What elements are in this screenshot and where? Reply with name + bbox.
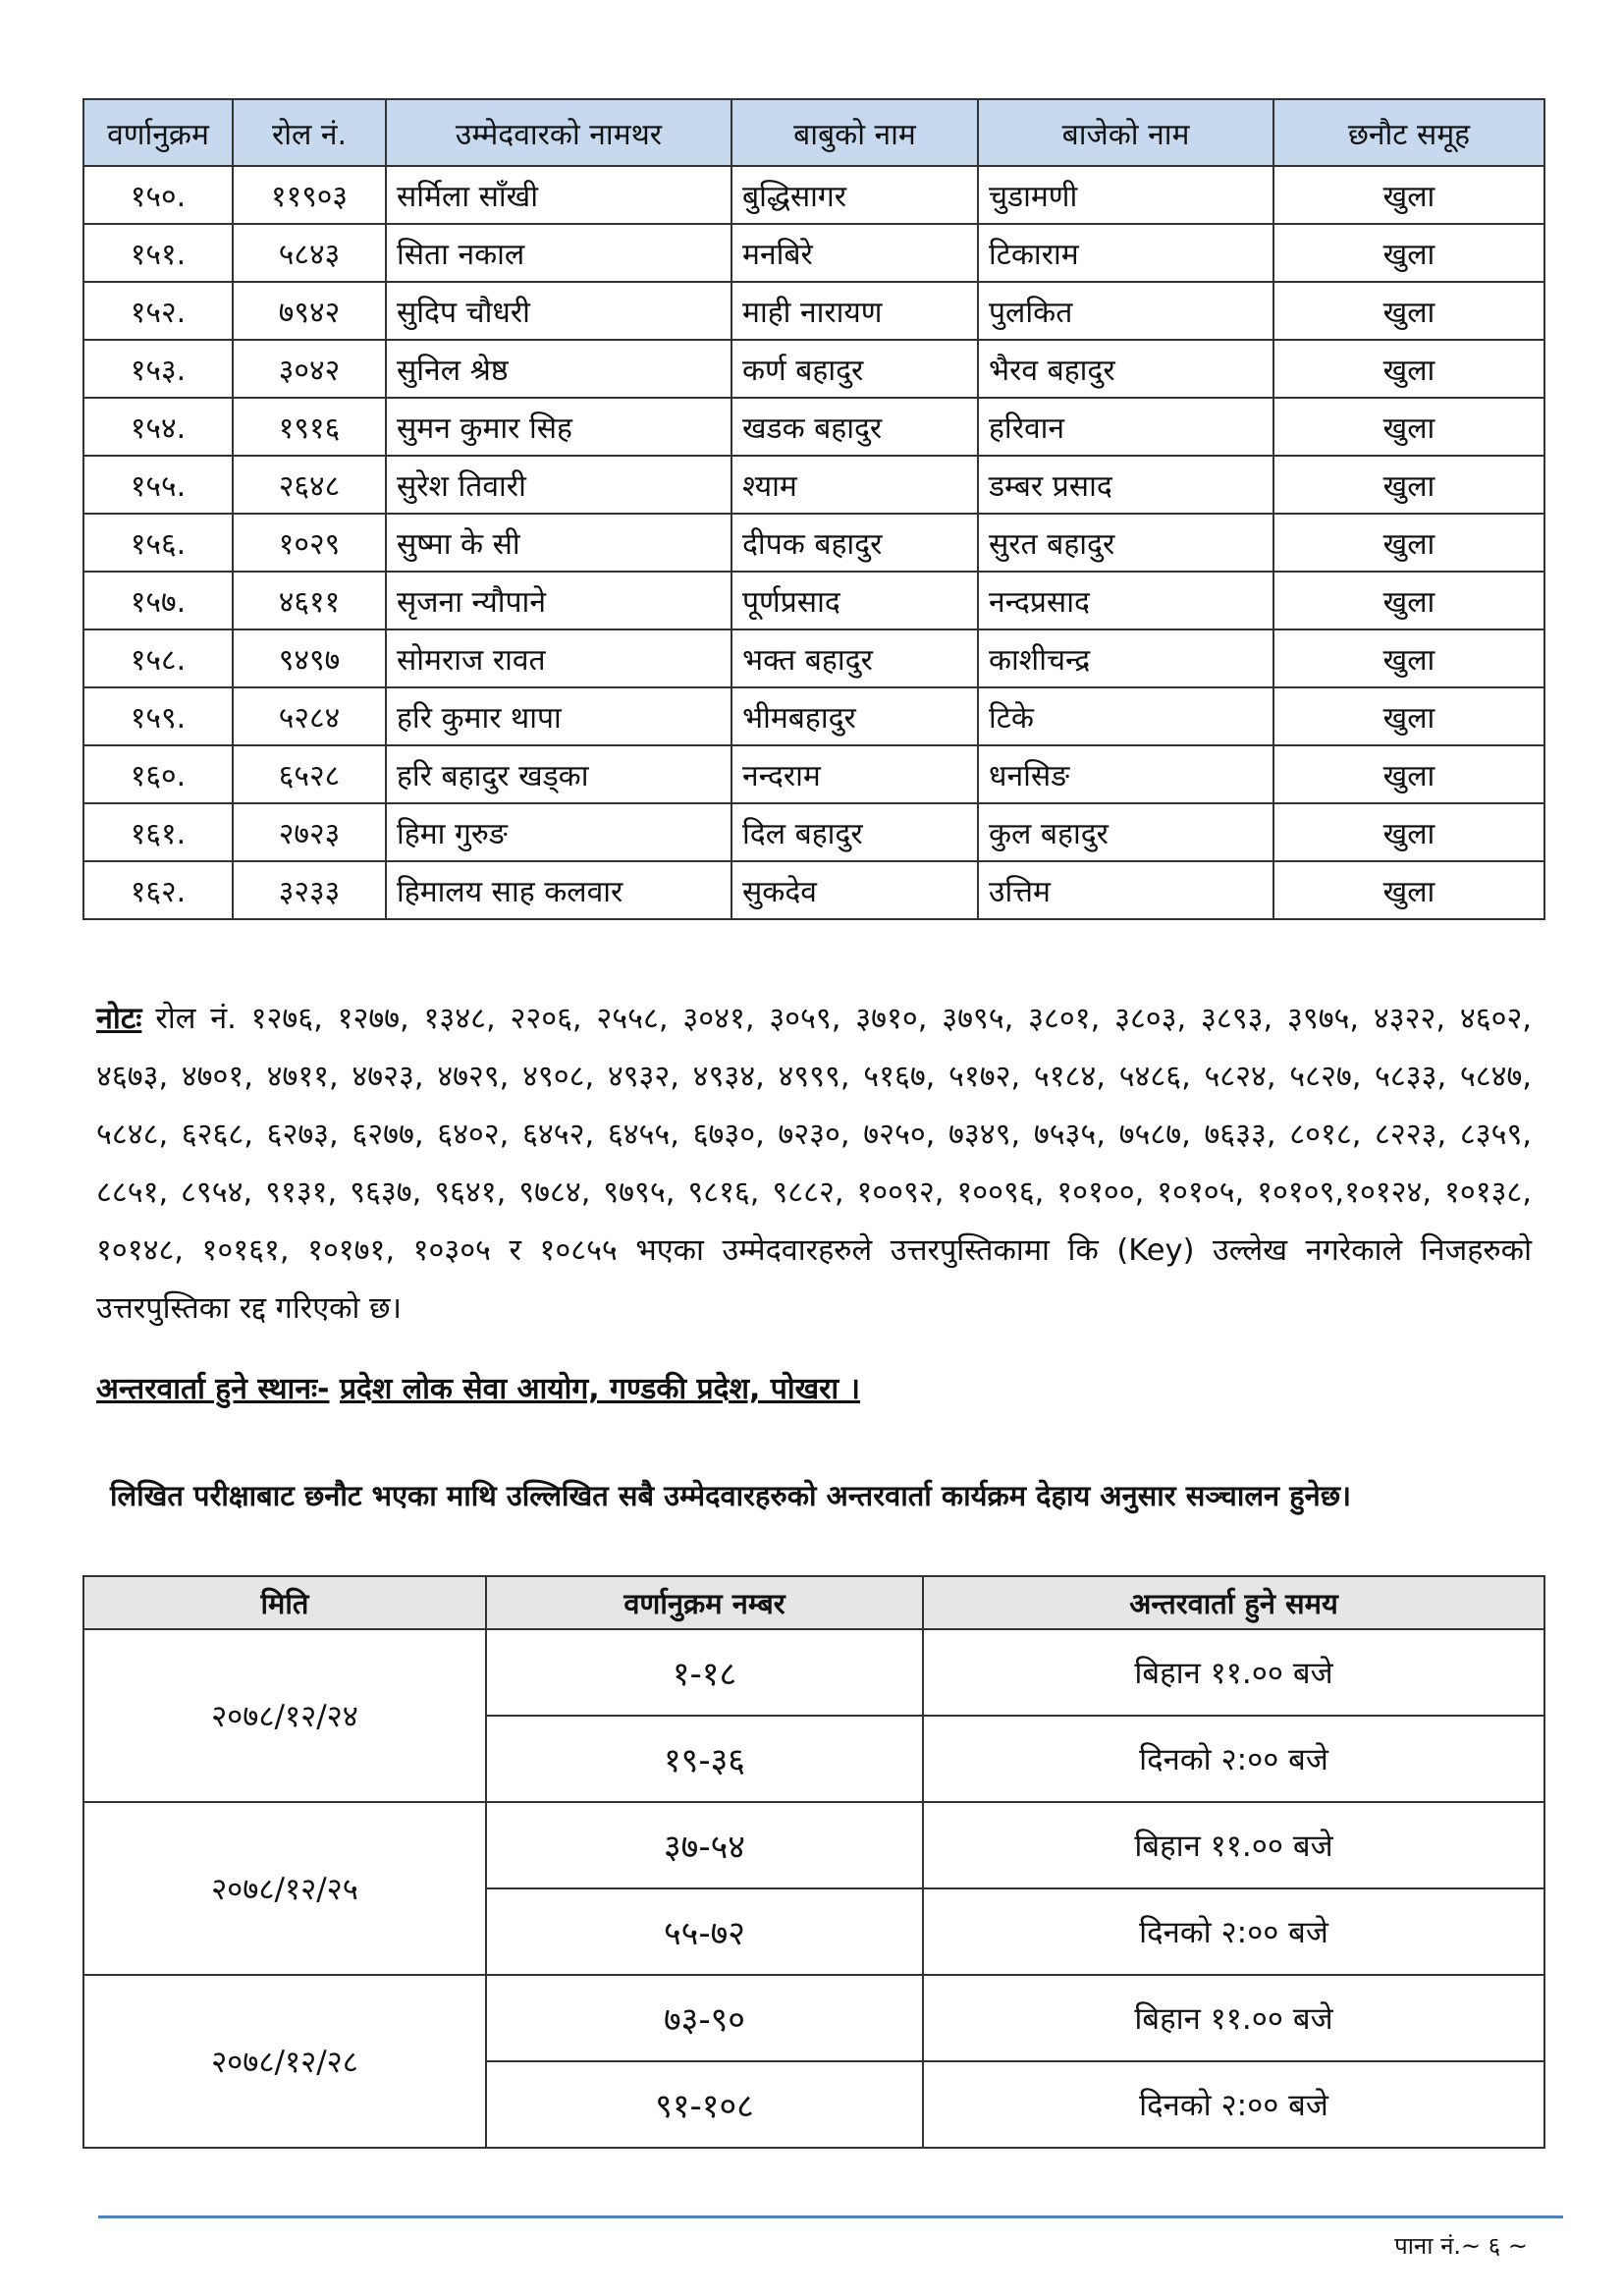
table-row bbox=[83, 687, 1544, 745]
venue-value: प्रदेश लोक सेवा आयोग, गण्डकी प्रदेश, पोखरा । bbox=[339, 1372, 861, 1406]
group-cell: खुला bbox=[1273, 398, 1544, 456]
serial-cell: १५४. bbox=[83, 398, 233, 456]
father-cell: माही नारायण bbox=[731, 282, 978, 340]
table-row bbox=[83, 629, 1544, 687]
note-text: रोल नं. १२७६, १२७७, १३४८, २२०६, २५५८, ३०४१, ३०५९, ३७१०, ३७९५, ३८०१, ३८०३, ३८९३, ३९७५, ४३२२, ४६०२, ४६७३, ४७०१, ४७११, ४७२३, ४७२९, ४९०८, ४९३२, ४९३४, ४९९९, ५१६७, ५१७२, ५१८४, ५४८६, ५८२४, ५८२७, ५८३३, ५८४७, ५८४८, ६२६८, ६२७३, ६२७७, ६४०२, ६४५२, ६४५५, ६७३०, ७२३०, ७२५०, ७३४९, ७५३५, ७५८७, ७६३३, ८०१८, ८२२३, ८३५९, ८८५१, ८९५४, ९१३१, ९६३७, ९६४१, ९७८४, ९७९५, ९८१६, ९८८२, १००९२, १००९६, १०१००, १०१०५, १०१०९,१०१२४, १०१३८, १०१४८, १०१६१, १०१७१, १०३०५ र १०८५५ भएका उम्मेदवारहरुले उत्तरपुस्तिकामा कि (Key) उल्लेख नगरेकाले निजहरुको उत्तरपुस्तिका रद्द गरिएको छ। bbox=[96, 1002, 1532, 1326]
page-number: पाना नं.~ ६ ~ bbox=[1394, 2232, 1528, 2260]
father-cell: पूर्णप्रसाद bbox=[731, 572, 978, 629]
table-row bbox=[83, 398, 1544, 456]
grandfather-cell: पुलकित bbox=[978, 282, 1273, 340]
roll-cell: २७२३ bbox=[233, 803, 386, 861]
grandfather-cell: चुडामणी bbox=[978, 166, 1273, 224]
group-cell: खुला bbox=[1273, 340, 1544, 398]
time-cell: बिहान ११.०० बजे bbox=[923, 1629, 1544, 1716]
grandfather-cell: डम्बर प्रसाद bbox=[978, 456, 1273, 514]
range-cell: ५५-७२ bbox=[486, 1888, 923, 1975]
serial-cell: १६२. bbox=[83, 861, 233, 919]
father-cell: भीमबहादुर bbox=[731, 687, 978, 745]
grandfather-cell: नन्दप्रसाद bbox=[978, 572, 1273, 629]
table-row bbox=[83, 514, 1544, 572]
header-date: मिति bbox=[83, 1576, 486, 1629]
time-cell: बिहान ११.०० बजे bbox=[923, 1975, 1544, 2061]
grandfather-cell: हरिवान bbox=[978, 398, 1273, 456]
roll-cell: ९४९७ bbox=[233, 629, 386, 687]
table-row bbox=[83, 861, 1544, 919]
grandfather-cell: भैरव बहादुर bbox=[978, 340, 1273, 398]
group-cell: खुला bbox=[1273, 861, 1544, 919]
name-cell: सुदिप चौधरी bbox=[386, 282, 731, 340]
header-serial: वर्णानुक्रम bbox=[83, 99, 233, 166]
interview-venue bbox=[96, 1367, 1532, 1407]
range-cell: १-१८ bbox=[486, 1629, 923, 1716]
group-cell: खुला bbox=[1273, 687, 1544, 745]
group-cell: खुला bbox=[1273, 456, 1544, 514]
schedule-row bbox=[83, 1629, 1544, 1716]
roll-cell: ७९४२ bbox=[233, 282, 386, 340]
time-cell: बिहान ११.०० बजे bbox=[923, 1802, 1544, 1888]
name-cell: सुरेश तिवारी bbox=[386, 456, 731, 514]
time-cell: दिनको २:०० बजे bbox=[923, 2061, 1544, 2148]
serial-cell: १५५. bbox=[83, 456, 233, 514]
roll-cell: ११९०३ bbox=[233, 166, 386, 224]
note-label: नोटः bbox=[96, 1002, 142, 1036]
grandfather-cell: काशीचन्द्र bbox=[978, 629, 1273, 687]
grandfather-cell: धनसिङ bbox=[978, 745, 1273, 803]
serial-cell: १६०. bbox=[83, 745, 233, 803]
schedule-row bbox=[83, 1802, 1544, 1888]
date-cell: २०७८/१२/२८ bbox=[83, 1975, 486, 2148]
roll-cell: २६४८ bbox=[233, 456, 386, 514]
name-cell: हिमालय साह कलवार bbox=[386, 861, 731, 919]
grandfather-cell: टिकाराम bbox=[978, 224, 1273, 282]
father-cell: नन्दराम bbox=[731, 745, 978, 803]
name-cell: हरि कुमार थापा bbox=[386, 687, 731, 745]
roll-cell: ५२८४ bbox=[233, 687, 386, 745]
table-row bbox=[83, 224, 1544, 282]
name-cell: सुनिल श्रेष्ठ bbox=[386, 340, 731, 398]
header-group: छनौट समूह bbox=[1273, 99, 1544, 166]
header-time: अन्तरवार्ता हुने समय bbox=[923, 1576, 1544, 1629]
table-row bbox=[83, 340, 1544, 398]
grandfather-cell: टिके bbox=[978, 687, 1273, 745]
group-cell: खुला bbox=[1273, 514, 1544, 572]
venue-label: अन्तरवार्ता हुने स्थानः- bbox=[96, 1372, 330, 1406]
group-cell: खुला bbox=[1273, 224, 1544, 282]
candidate-table bbox=[82, 98, 1545, 920]
name-cell: सर्मिला साँखी bbox=[386, 166, 731, 224]
name-cell: सुमन कुमार सिह bbox=[386, 398, 731, 456]
table-row bbox=[83, 456, 1544, 514]
group-cell: खुला bbox=[1273, 166, 1544, 224]
grandfather-cell: कुल बहादुर bbox=[978, 803, 1273, 861]
roll-cell: ३२३३ bbox=[233, 861, 386, 919]
serial-cell: १५१. bbox=[83, 224, 233, 282]
father-cell: भक्त बहादुर bbox=[731, 629, 978, 687]
group-cell: खुला bbox=[1273, 572, 1544, 629]
schedule-header bbox=[83, 1576, 1544, 1629]
name-cell: सिता नकाल bbox=[386, 224, 731, 282]
header-father: बाबुको नाम bbox=[731, 99, 978, 166]
father-cell: मनबिरे bbox=[731, 224, 978, 282]
footer-divider bbox=[98, 2215, 1563, 2218]
serial-cell: १६१. bbox=[83, 803, 233, 861]
roll-cell: ५८४३ bbox=[233, 224, 386, 282]
name-cell: हिमा गुरुङ bbox=[386, 803, 731, 861]
range-cell: ७३-९० bbox=[486, 1975, 923, 2061]
date-cell: २०७८/१२/२५ bbox=[83, 1802, 486, 1975]
father-cell: दीपक बहादुर bbox=[731, 514, 978, 572]
group-cell: खुला bbox=[1273, 803, 1544, 861]
grandfather-cell: उत्तिम bbox=[978, 861, 1273, 919]
range-cell: ३७-५४ bbox=[486, 1802, 923, 1888]
serial-cell: १५२. bbox=[83, 282, 233, 340]
candidate-table-header bbox=[83, 99, 1544, 166]
range-cell: १९-३६ bbox=[486, 1716, 923, 1802]
date-cell: २०७८/१२/२४ bbox=[83, 1629, 486, 1802]
father-cell: बुद्धिसागर bbox=[731, 166, 978, 224]
serial-cell: १५९. bbox=[83, 687, 233, 745]
roll-cell: ३०४२ bbox=[233, 340, 386, 398]
header-roll: रोल नं. bbox=[233, 99, 386, 166]
serial-cell: १५८. bbox=[83, 629, 233, 687]
father-cell: कर्ण बहादुर bbox=[731, 340, 978, 398]
header-grandfather: बाजेको नाम bbox=[978, 99, 1273, 166]
group-cell: खुला bbox=[1273, 629, 1544, 687]
schedule-row bbox=[83, 1975, 1544, 2061]
serial-cell: १५३. bbox=[83, 340, 233, 398]
roll-cell: ६५२८ bbox=[233, 745, 386, 803]
table-row bbox=[83, 282, 1544, 340]
table-row bbox=[83, 803, 1544, 861]
name-cell: सृजना न्यौपाने bbox=[386, 572, 731, 629]
group-cell: खुला bbox=[1273, 282, 1544, 340]
father-cell: श्याम bbox=[731, 456, 978, 514]
grandfather-cell: सुरत बहादुर bbox=[978, 514, 1273, 572]
time-cell: दिनको २:०० बजे bbox=[923, 1888, 1544, 1975]
table-row bbox=[83, 572, 1544, 629]
serial-cell: १५७. bbox=[83, 572, 233, 629]
time-cell: दिनको २:०० बजे bbox=[923, 1716, 1544, 1802]
cancellation-note bbox=[96, 990, 1532, 1338]
roll-cell: १९१६ bbox=[233, 398, 386, 456]
schedule-intro: लिखित परीक्षाबाट छनौट भएका माथि उल्लिखित सबै उम्मेदवारहरुको अन्तरवार्ता कार्यक्रम देहाय अनुसार सञ्चालन हुनेछ। bbox=[110, 1479, 1352, 1512]
header-serial-range: वर्णानुक्रम नम्बर bbox=[486, 1576, 923, 1629]
group-cell: खुला bbox=[1273, 745, 1544, 803]
interview-schedule-table bbox=[82, 1575, 1545, 2149]
range-cell: ९१-१०८ bbox=[486, 2061, 923, 2148]
table-row bbox=[83, 745, 1544, 803]
father-cell: सुकदेव bbox=[731, 861, 978, 919]
table-row bbox=[83, 166, 1544, 224]
roll-cell: ४६११ bbox=[233, 572, 386, 629]
father-cell: खडक बहादुर bbox=[731, 398, 978, 456]
roll-cell: १०२९ bbox=[233, 514, 386, 572]
header-name: उम्मेदवारको नामथर bbox=[386, 99, 731, 166]
name-cell: हरि बहादुर खड्का bbox=[386, 745, 731, 803]
serial-cell: १५६. bbox=[83, 514, 233, 572]
name-cell: सोमराज रावत bbox=[386, 629, 731, 687]
serial-cell: १५०. bbox=[83, 166, 233, 224]
name-cell: सुष्मा के सी bbox=[386, 514, 731, 572]
father-cell: दिल बहादुर bbox=[731, 803, 978, 861]
